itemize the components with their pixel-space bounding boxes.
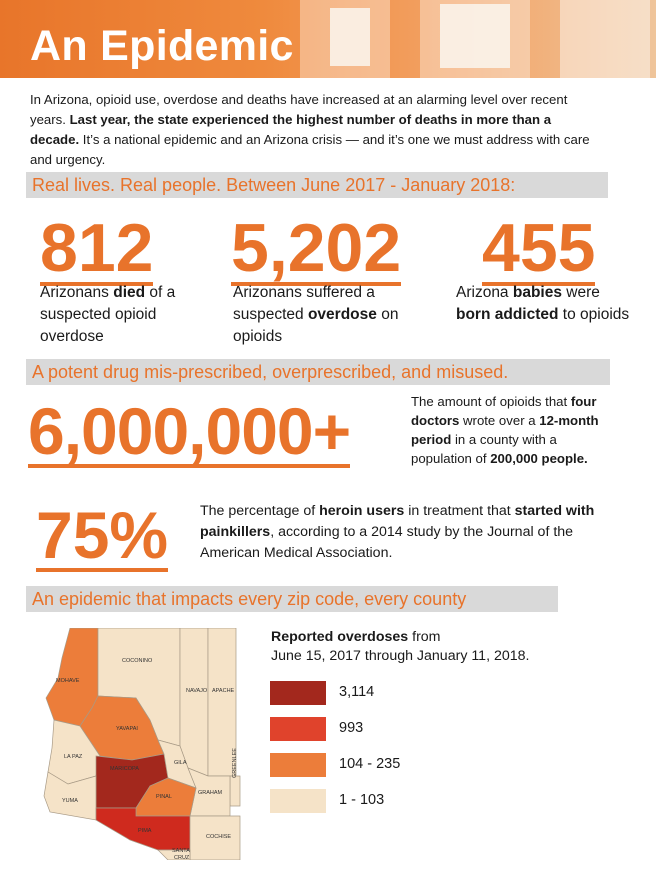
stat-text: Arizonans <box>40 284 114 301</box>
stat-text: The percentage of <box>200 503 320 519</box>
stat-bold: heroin users <box>319 503 405 519</box>
stat-bold: 12-month period <box>411 413 599 447</box>
section-heading-real-lives: Real lives. Real people. Between June 2017 - January 2018: <box>26 172 608 198</box>
stat-text: of a suspected opioid overdose <box>40 284 176 345</box>
county-label: YUMA <box>62 798 78 804</box>
legend-title-text: from <box>408 629 441 645</box>
county-label: APACHE <box>212 688 235 694</box>
stat-text: Arizonans suffered a suspected <box>233 284 375 323</box>
stat-bold: babies <box>512 284 562 301</box>
county-label: NAVAJO <box>186 688 208 694</box>
stat-caption-overdoses <box>233 282 413 348</box>
legend-swatch <box>270 753 326 777</box>
stat-text: in a county with a population of <box>411 432 557 466</box>
stat-text: in treatment that <box>404 503 515 519</box>
stat-bold: four doctors <box>411 394 597 428</box>
legend-swatch <box>270 717 326 741</box>
intro-text: In Arizona, opioid use, overdose and deaths have increased at an alarming level over recent years. <box>30 92 568 127</box>
section-heading-zip-code: An epidemic that impacts every zip code, every county <box>26 586 558 612</box>
section-heading-potent-drug: A potent drug mis-prescribed, overprescribed, and misused. <box>26 359 610 385</box>
county-label: SANTA <box>172 848 190 854</box>
stat-bold: started with painkillers <box>200 503 595 540</box>
legend-swatch <box>270 681 326 705</box>
stat-text: wrote over a <box>459 413 540 428</box>
stat-bold: born addicted <box>456 306 559 323</box>
county-label: GRAHAM <box>198 790 223 796</box>
county-greenlee <box>230 776 240 806</box>
stat-number-deaths: 812 <box>40 210 154 286</box>
intro-bold-text: Last year, the state experienced the highest number of deaths in more than a decade. <box>30 112 552 147</box>
intro-paragraph <box>30 90 602 170</box>
legend-label: 1 - 103 <box>339 792 385 808</box>
stat-caption-deaths <box>40 282 220 348</box>
legend-title-date: June 15, 2017 through January 11, 2018. <box>271 648 530 664</box>
county-label: COCONINO <box>122 658 153 664</box>
county-label: COCHISE <box>206 834 232 840</box>
county-label: GREENLEE <box>232 748 238 778</box>
stat-text: to opioids <box>558 306 630 323</box>
stat-text: were <box>561 284 600 301</box>
bottle-label-image <box>330 8 370 66</box>
header-banner <box>0 0 656 78</box>
legend-title <box>271 628 529 666</box>
stat-bold: 200,000 people. <box>490 451 588 466</box>
legend-swatch <box>270 789 326 813</box>
stat-text: The amount of opioids that <box>411 394 571 409</box>
stat-caption-heroin <box>200 501 620 564</box>
county-label: GILA <box>174 760 187 766</box>
stat-text: Arizona <box>456 284 513 301</box>
county-label: PINAL <box>156 794 172 800</box>
legend-label: 104 - 235 <box>339 756 401 772</box>
county-label: PIMA <box>138 828 152 834</box>
county-label: LA PAZ <box>64 754 83 760</box>
county-label: CRUZ <box>174 855 190 860</box>
stat-caption-babies <box>456 282 636 326</box>
county-label: YAVAPAI <box>116 726 138 732</box>
stat-number-opioids: 6,000,000+ <box>28 394 351 468</box>
legend-label: 3,114 <box>339 684 375 700</box>
arizona-county-map <box>40 628 270 860</box>
county-label: MOHAVE <box>56 678 80 684</box>
stat-bold: died <box>113 284 146 301</box>
intro-text: It’s a national epidemic and an Arizona crisis — and it’s one we must address with care and urgency. <box>30 132 590 167</box>
stat-caption-opioids <box>411 392 616 468</box>
legend-label: 993 <box>339 720 364 736</box>
county-navajo <box>180 628 208 776</box>
pill-bottle-image <box>560 0 650 78</box>
stat-text: on opioids <box>233 306 399 345</box>
legend-title-bold: Reported overdoses <box>271 629 409 645</box>
stat-number-heroin: 75% <box>36 498 169 572</box>
bottle-label-image <box>440 4 510 68</box>
page-title: An Epidemic <box>30 22 294 70</box>
county-label: MARICOPA <box>110 766 139 772</box>
stat-number-babies: 455 <box>482 210 596 286</box>
stat-number-overdoses: 5,202 <box>231 210 402 286</box>
stat-text: , according to a 2014 study by the Journal of the American Medical Association. <box>200 524 574 561</box>
stat-bold: overdose <box>307 306 377 323</box>
